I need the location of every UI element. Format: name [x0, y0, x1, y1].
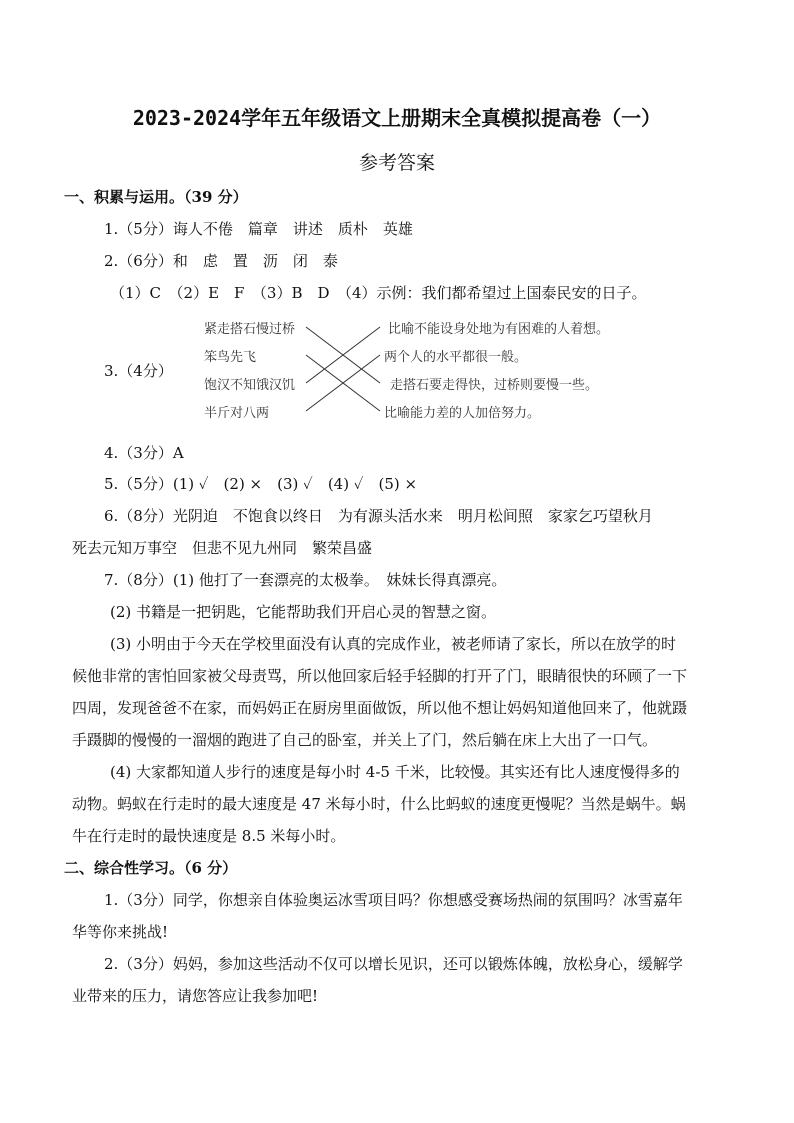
- match-left-item: 笨鸟先飞: [204, 350, 257, 365]
- page-subtitle: 参考答案: [358, 152, 435, 174]
- answer-q5: 5.（5分）(1) ✓ (2) × (3) ✓ (4) ✓ (5) ×: [104, 475, 418, 493]
- answer-q7-part3-line: (3) 小明由于今天在学校里面没有认真的完成作业，被老师请了家长，所以在放学的时: [110, 635, 677, 653]
- match-right-item: 比喻能力差的人加倍努力。: [384, 406, 541, 421]
- answer-q7-part3-line: 候他非常的害怕回家被父母责骂，所以他回家后轻手轻脚的打开了门，眼睛很快的环顾了一下: [72, 667, 688, 685]
- answer-q7-part4-line: (4) 大家都知道人步行的速度是每小时 4-5 千米，比较慢。其实还有比人速度慢得多的: [110, 763, 680, 781]
- answer-q2: 2.（6分）和 虑 置 沥 闭 泰: [104, 252, 338, 270]
- match-right-item: 两个人的水平都很一般。: [384, 350, 528, 365]
- section-2-heading: 二、综合性学习。（6 分）: [64, 859, 238, 877]
- answer-q4: 4.（3分）A: [104, 444, 184, 462]
- answer-q7-part3-line: 手蹑脚的慢慢的一溜烟的跑进了自己的卧室，并关上了门，然后躺在床上大出了一口气。: [72, 731, 658, 749]
- match-left-item: 紧走搭石慢过桥: [204, 322, 296, 337]
- section-1-heading: 一、积累与运用。（39 分）: [64, 188, 248, 206]
- answer-q3-label: 3.（4分）: [104, 362, 173, 380]
- answer-s2-q2-line: 业带来的压力，请您答应让我参加吧!: [72, 987, 319, 1005]
- answer-q7-part4-line: 牛在行走时的最快速度是 8.5 米每小时。: [72, 827, 346, 845]
- answer-q2-sub: （1）C （2）E F （3）B D （4）示例：我们都希望过上国泰民安的日子。: [110, 284, 647, 302]
- answer-s2-q1-line: 华等你来挑战!: [72, 923, 169, 941]
- answer-s2-q1-line: 1.（3分）同学，你想亲自体验奥运冰雪项目吗？你想感受赛场热闹的氛围吗？冰雪嘉年: [104, 891, 683, 909]
- answer-q1: 1.（5分）诲人不倦 篇章 讲述 质朴 英雄: [104, 220, 413, 238]
- answer-q6-line2: 死去元知万事空 但悲不见九州同 繁荣昌盛: [72, 539, 373, 557]
- answer-q7-line1: 7.（8分）(1) 他打了一套漂亮的太极拳。 妹妹长得真漂亮。: [104, 571, 507, 589]
- answer-q6-line1: 6.（8分）光阴迫 不饱食以终日 为有源头活水来 明月松间照 家家乞巧望秋月: [104, 507, 653, 525]
- match-left-item: 饱汉不知饿汉饥: [204, 378, 296, 393]
- answer-q7-part3-line: 四周，发现爸爸不在家，而妈妈正在厨房里面做饭，所以他不想让妈妈知道他回来了，他就蹑: [72, 699, 688, 717]
- answer-s2-q2-line: 2.（3分）妈妈，参加这些活动不仅可以增长见识，还可以锻炼体魄，放松身心，缓解学: [104, 955, 683, 973]
- match-right-item: 走搭石要走得快，过桥则要慢一些。: [390, 378, 599, 393]
- page-title: 2023-2024学年五年级语文上册期末全真模拟提高卷（一）: [132, 106, 662, 130]
- match-left-item: 半斤对八两: [204, 406, 270, 421]
- answer-q7-part2: (2) 书籍是一把钥匙，它能帮助我们开启心灵的智慧之窗。: [110, 603, 497, 621]
- match-right-item: 比喻不能设身处地为有困难的人着想。: [388, 322, 610, 337]
- answer-q7-part4-line: 动物。蚂蚁在行走时的最大速度是 47 米每小时，什么比蚂蚁的速度更慢呢？当然是蜗牛。蜗: [72, 795, 686, 813]
